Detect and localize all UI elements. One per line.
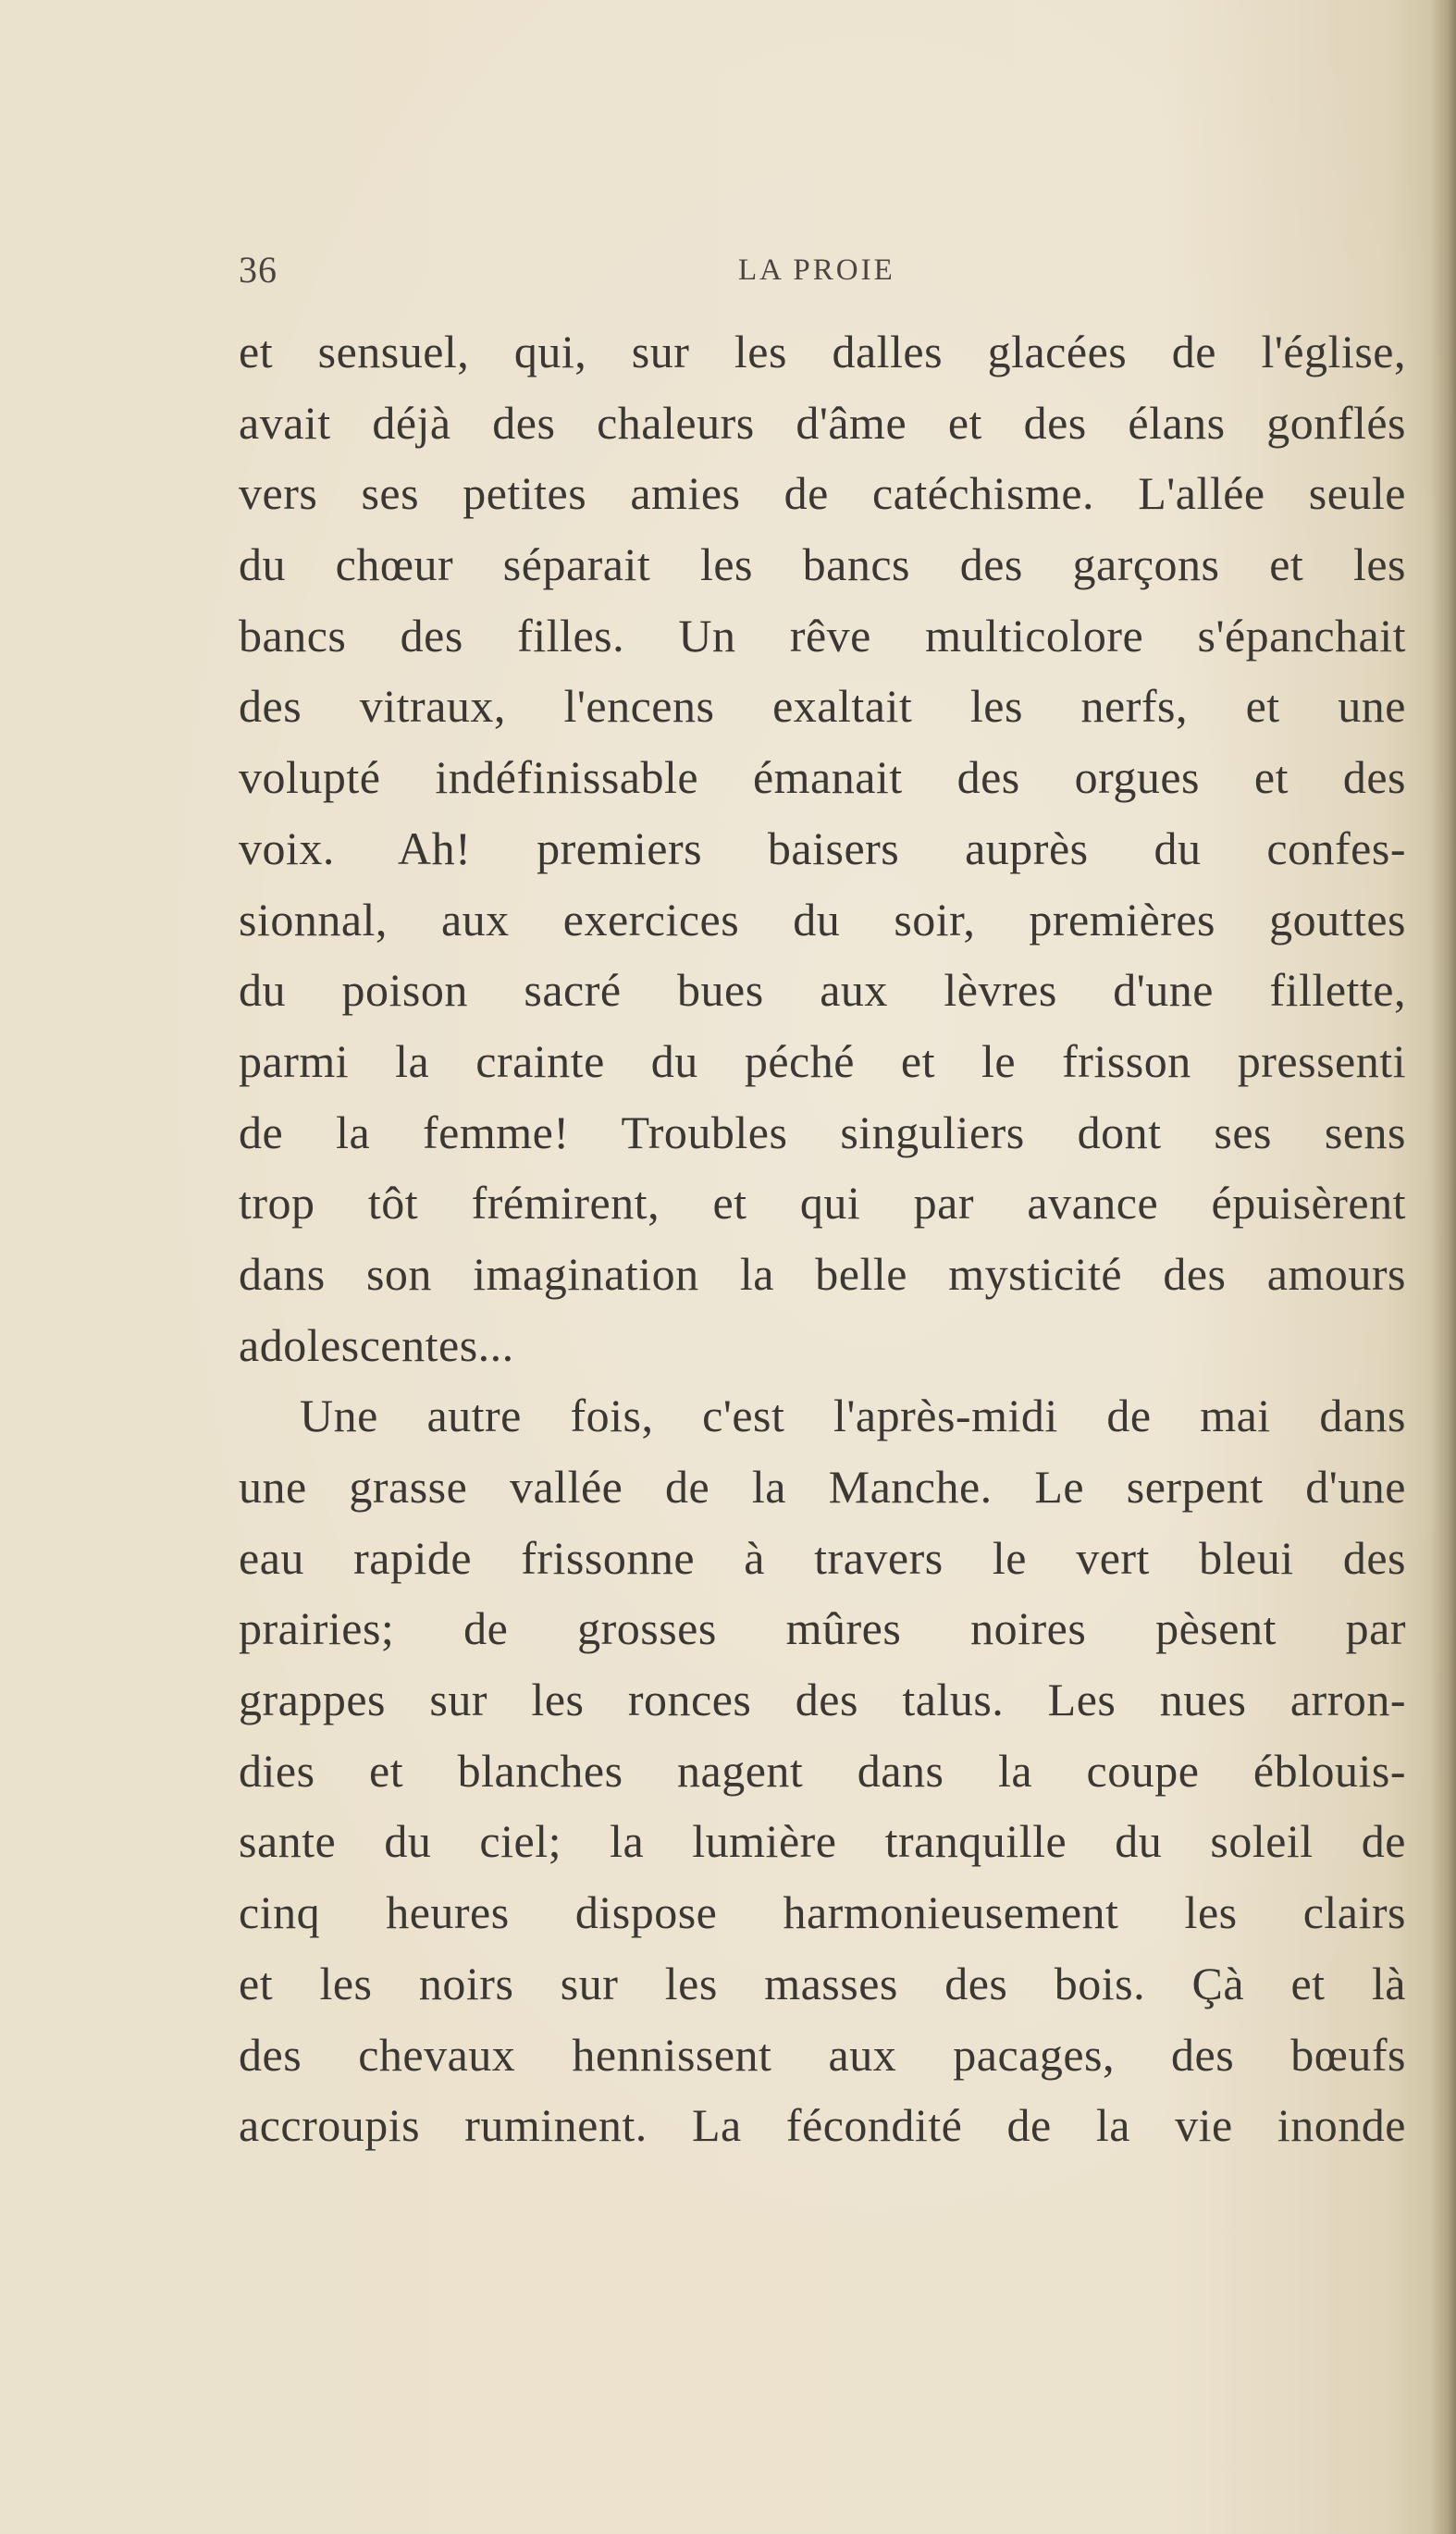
- text-line: du poison sacré bues aux lèvres d'une fillette,: [239, 964, 1406, 1017]
- text-line: eau rapide frissonne à travers le vert bleui des: [239, 1531, 1406, 1584]
- text-line: avait déjà des chaleurs d'âme et des élans gonflés: [239, 396, 1406, 449]
- running-title: LA PROIE: [738, 253, 895, 287]
- text-line: bancs des filles. Un rêve multicolore s'épanchait: [239, 609, 1406, 661]
- body-text: [239, 316, 1406, 2161]
- running-head: [239, 248, 1413, 303]
- text-line: et sensuel, qui, sur les dalles glacées de l'église,: [239, 326, 1406, 377]
- text-line: dans son imagination la belle mysticité des amours: [239, 1247, 1406, 1300]
- text-line: voix. Ah! premiers baisers auprès du confes-: [239, 822, 1406, 874]
- text-line: et les noirs sur les masses des bois. Çà et là: [239, 1957, 1406, 2009]
- text-line: adolescentes...: [239, 1318, 514, 1371]
- page-edge-shadow: [1430, 0, 1456, 2534]
- text-line: sante du ciel; la lumière tranquille du soleil de: [239, 1815, 1406, 1868]
- text-line: grappes sur les ronces des talus. Les nues arron-: [239, 1674, 1406, 1726]
- text-line: du chœur séparait les bancs des garçons et les: [239, 538, 1406, 591]
- text-line: accroupis ruminent. La fécondité de la vie inonde: [239, 2099, 1406, 2152]
- text-line: de la femme! Troubles singuliers dont ses sens: [239, 1106, 1406, 1158]
- text-line: sionnal, aux exercices du soir, premières gouttes: [239, 893, 1406, 946]
- text-line: volupté indéfinissable émanait des orgues et des: [239, 751, 1406, 804]
- text-line: dies et blanches nagent dans la coupe éblouis-: [239, 1744, 1406, 1797]
- text-line: une grasse vallée de la Manche. Le serpent d'une: [239, 1461, 1406, 1513]
- text-line: cinq heures dispose harmonieusement les clairs: [239, 1886, 1406, 1939]
- text-line: parmi la crainte du péché et le frisson pressenti: [239, 1034, 1406, 1087]
- text-line: trop tôt frémirent, et qui par avance épuisèrent: [239, 1177, 1406, 1230]
- page-number: 36: [239, 249, 278, 290]
- text-line: vers ses petites amies de catéchisme. L'allée seule: [239, 467, 1406, 520]
- text-line: des vitraux, l'encens exaltait les nerfs, et une: [239, 680, 1406, 733]
- text-line: prairies; de grosses mûres noires pèsent par: [239, 1602, 1406, 1655]
- text-line: des chevaux hennissent aux pacages, des bœufs: [239, 2028, 1406, 2081]
- text-line-paragraph-start: Une autre fois, c'est l'après-midi de mai dans: [300, 1390, 1406, 1442]
